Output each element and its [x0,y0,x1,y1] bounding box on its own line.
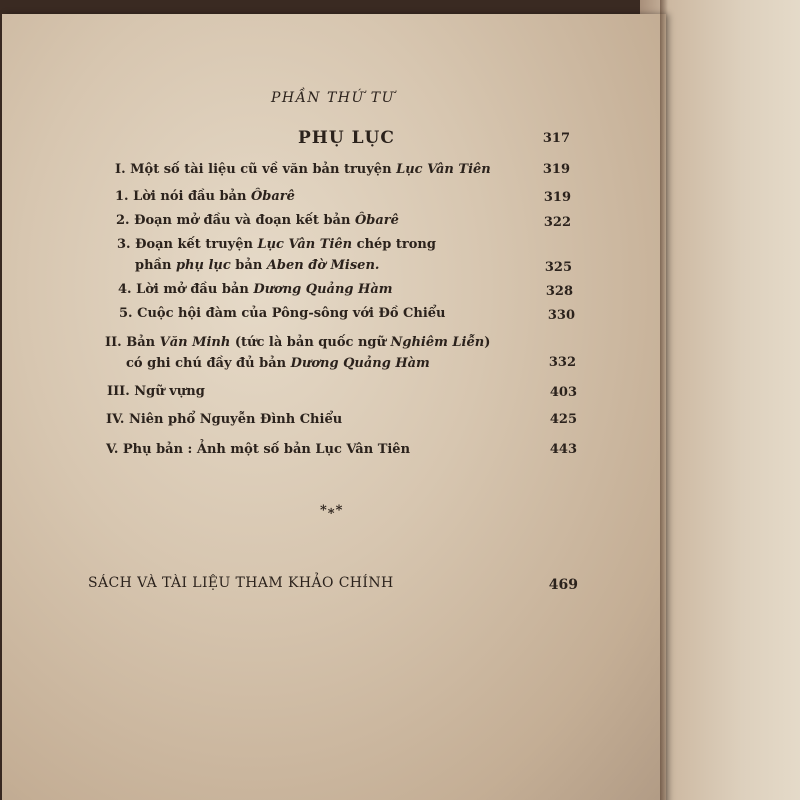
toc-entry-II: II. Bản Văn Minh (tức là bản quốc ngữ Nghiêm Liễn) [105,335,491,350]
toc-entry-2: 2. Đoạn mở đầu và đoạn kết bản Ôbarê [116,213,399,228]
toc-page-4: 328 [545,284,573,299]
toc-entry-3: 3. Đoạn kết truyện Lục Vân Tiên chép trong [117,237,436,252]
toc-entry-IV: IV. Niên phổ Nguyễn Đình Chiểu [106,412,343,427]
toc-entry-3-continued: phần phụ lục bản Aben đờ Misen. [135,258,380,273]
toc-page-5: 330 [547,308,575,323]
toc-entry-I: I. Một số tài liệu cũ về văn bản truyện Lục Vân Tiên [115,162,491,177]
toc-page-1: 319 [543,190,571,205]
toc-entry-5: 5. Cuộc hội đàm của Pông-sông với Đồ Chiểu [119,306,446,321]
toc-page-V: 443 [549,442,577,457]
part-title: PHẦN THỨ TƯ [271,90,395,106]
toc-page-3: 325 [544,260,572,275]
toc-entry-III: III. Ngữ vựng [107,384,205,399]
section-separator: *⁎* [320,503,344,518]
toc-page-2: 322 [543,215,571,230]
toc-page-III: 403 [549,385,577,400]
appendix-title: PHỤ LỤC [298,128,395,148]
toc-entry-V: V. Phụ bản : Ảnh một số bản Lục Vân Tiên [106,442,411,457]
toc-page-I: 319 [542,162,570,177]
references-title: SÁCH VÀ TÀI LIỆU THAM KHẢO CHÍNH [88,575,394,591]
appendix-page: 317 [542,131,570,146]
toc-entry-4: 4. Lời mở đầu bản Dương Quảng Hàm [118,282,393,297]
toc-entry-1: 1. Lời nói đầu bản Ôbarê [115,189,295,204]
references-page: 469 [548,577,578,593]
toc-entry-II-continued: có ghi chú đầy đủ bản Dương Quảng Hàm [126,356,430,371]
toc-page-IV: 425 [549,412,577,427]
toc-page-II: 332 [548,355,576,370]
